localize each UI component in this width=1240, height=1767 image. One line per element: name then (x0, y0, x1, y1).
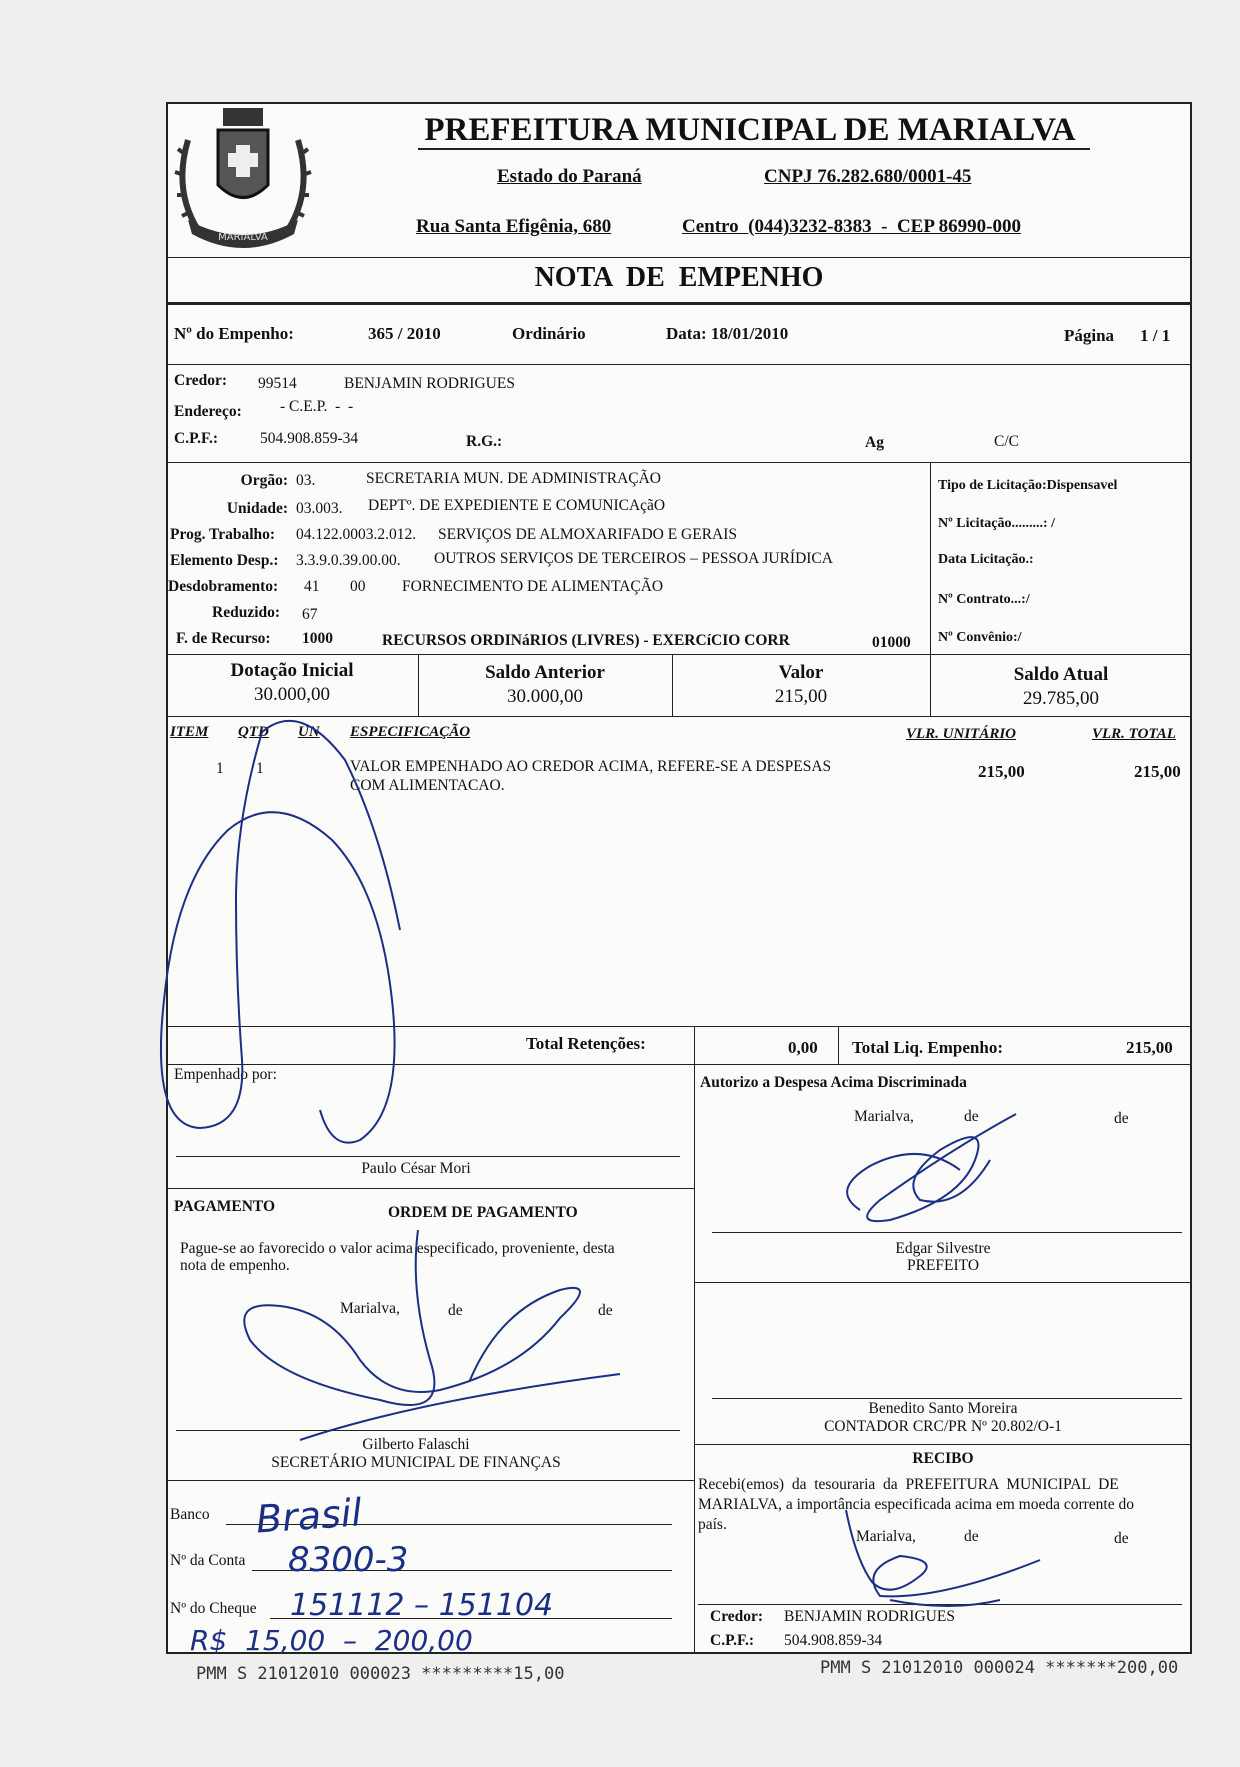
state-label: Estado do Paraná (497, 166, 642, 187)
empenho-number: 365 / 2010 (368, 324, 441, 343)
page-number: 1 / 1 (1140, 326, 1171, 345)
row-valor-unitario: 215,00 (978, 762, 1025, 781)
contact-label: Centro (044)3232-8383 - CEP 86990-000 (682, 216, 1021, 237)
numero-contrato: Nº Contrato...:/ (938, 592, 1030, 607)
svg-text:MARIALVA: MARIALVA (218, 232, 268, 243)
recibo-cpf-value: 504.908.859-34 (784, 1632, 883, 1649)
elem-code: 3.3.9.0.39.00.00. (296, 552, 401, 569)
unidade-label: Unidade: (226, 500, 288, 517)
recibo-text-line2: MARIALVA, a importância especificada acima em moeda corrente do (698, 1496, 1134, 1513)
total-retencoes-value: 0,00 (788, 1038, 818, 1057)
pagamento-de2: de (598, 1302, 613, 1319)
empenhado-por-name: Paulo César Mori (361, 1160, 471, 1177)
cc-label: C/C (994, 433, 1019, 450)
recibo-signature (846, 1510, 1040, 1606)
pagamento-place: Marialva, (340, 1300, 400, 1317)
autorizo-de2: de (1114, 1110, 1129, 1127)
secretario-name: Gilberto Falaschi (362, 1436, 470, 1453)
address-label: Rua Santa Efigênia, 680 (416, 216, 612, 237)
row-valor-total: 215,00 (1134, 762, 1181, 781)
saldo-anterior-value: 30.000,00 (507, 686, 583, 707)
handwritten-conta: 8300-3 (288, 1540, 409, 1580)
autorizo-label: Autorizo a Despesa Acima Discriminada (700, 1074, 967, 1091)
empenhado-por-label: Empenhado por: (174, 1066, 277, 1083)
total-retencoes-label: Total Retenções: (526, 1034, 646, 1053)
contador-role: CONTADOR CRC/PR Nº 20.802/O-1 (824, 1418, 1062, 1435)
row-item: 1 (216, 760, 224, 777)
desd-code1: 41 (304, 578, 320, 595)
autorizo-de1: de (964, 1108, 979, 1125)
prog-name: SERVIÇOS DE ALMOXARIFADO E GERAIS (438, 526, 738, 543)
data-licitacao: Data Licitação.: (938, 552, 1034, 567)
ordem-pagamento-label: ORDEM DE PAGAMENTO (388, 1204, 578, 1221)
prefeito-role: PREFEITO (906, 1257, 980, 1274)
payment-stamp-right: PMM S 21012010 000024 *******200,00 (820, 1658, 1179, 1678)
page-title: PREFEITURA MUNICIPAL DE MARIALVA (424, 112, 1076, 148)
autorizo-place: Marialva, (854, 1108, 914, 1125)
dotacao-value: 30.000,00 (254, 684, 330, 705)
recibo-cpf-label: C.P.F.: (710, 1632, 755, 1649)
saldo-atual-value: 29.785,00 (1023, 688, 1099, 709)
elem-name: OUTROS SERVIÇOS DE TERCEIROS – PESSOA JURÍDICA (434, 550, 833, 567)
banco-label: Banco (170, 1506, 210, 1523)
pagamento-label: PAGAMENTO (174, 1198, 276, 1215)
autorizo-signature (847, 1114, 1016, 1221)
handwritten-valores: R$ 15,00 – 200,00 (190, 1624, 473, 1657)
numero-convenio: Nº Convênio:/ (938, 630, 1022, 645)
secretario-role: SECRETÁRIO MUNICIPAL DE FINANÇAS (271, 1454, 561, 1471)
orgao-name: SECRETARIA MUN. DE ADMINISTRAÇÃO (366, 470, 661, 487)
empenhado-signature (161, 721, 400, 1143)
recibo-place: Marialva, (856, 1528, 916, 1545)
recurso-number: 01000 (872, 634, 911, 651)
endereco-label: Endereço: (174, 403, 242, 420)
pagamento-de1: de (448, 1302, 463, 1319)
saldo-anterior-label: Saldo Anterior (485, 662, 605, 683)
pagamento-signature (244, 1230, 620, 1440)
endereco-value: - C.E.P. - - (280, 398, 354, 415)
valor-label: Valor (778, 662, 824, 683)
recibo-text-line3: país. (698, 1516, 727, 1533)
recibo-de1: de (964, 1528, 979, 1545)
col-header-qtd: QTD (238, 724, 269, 740)
empenho-date: Data: 18/01/2010 (666, 324, 789, 343)
recibo-credor-label: Credor: (710, 1608, 764, 1625)
col-header-un: UN (298, 724, 320, 740)
col-header-item: ITEM (170, 724, 209, 740)
empenho-type: Ordinário (512, 324, 586, 343)
numero-licitacao: Nº Licitação.........: / (938, 516, 1055, 531)
prog-label: Prog. Trabalho: (170, 526, 276, 543)
tipo-licitacao: Tipo de Licitação:Dispensavel (938, 478, 1118, 493)
col-header-valor-total: VLR. TOTAL (1092, 726, 1176, 742)
desd-label: Desdobramento: (168, 578, 279, 595)
saldo-atual-label: Saldo Atual (1013, 664, 1109, 685)
desd-name: FORNECIMENTO DE ALIMENTAÇÃO (402, 578, 664, 595)
orgao-code: 03. (296, 472, 316, 489)
contador-name: Benedito Santo Moreira (868, 1400, 1018, 1417)
recurso-name: RECURSOS ORDINáRIOS (LIVRES) - EXERCíCIO CORR (382, 632, 790, 649)
pagamento-text-line1: Pague-se ao favorecido o valor acima especificado, proveniente, desta (180, 1240, 615, 1257)
credor-label: Credor: (174, 372, 228, 389)
cheque-label: Nº do Cheque (170, 1600, 257, 1617)
prefeito-name: Edgar Silvestre (895, 1240, 991, 1257)
empenho-label: Nº do Empenho: (174, 324, 294, 343)
recibo-de2: de (1114, 1530, 1129, 1547)
cnpj-label: CNPJ 76.282.680/0001-45 (764, 166, 972, 187)
row-description-line1: VALOR EMPENHADO AO CREDOR ACIMA, REFERE-SE A DESPESAS (350, 758, 832, 775)
elem-label: Elemento Desp.: (170, 552, 279, 569)
cpf-label: C.P.F.: (174, 430, 219, 447)
page-label: Página (1064, 326, 1115, 345)
recibo-credor-name: BENJAMIN RODRIGUES (784, 1608, 955, 1625)
payment-stamp-left: PMM S 21012010 000023 *********15,00 (196, 1664, 565, 1684)
conta-label: Nº da Conta (170, 1552, 246, 1569)
recurso-code: 1000 (302, 630, 333, 647)
dotacao-label: Dotação Inicial (230, 660, 354, 681)
reduzido-value: 67 (302, 606, 318, 623)
credor-code: 99514 (258, 375, 297, 392)
recibo-label: RECIBO (912, 1450, 974, 1467)
handwritten-cheque: 151112 – 151104 (290, 1588, 554, 1623)
pagamento-text-line2: nota de empenho. (180, 1257, 290, 1274)
ag-label: Ag (865, 434, 884, 451)
recurso-label: F. de Recurso: (176, 630, 271, 647)
unidade-name: DEPTº. DE EXPEDIENTE E COMUNICAçãO (368, 497, 666, 514)
reduzido-label: Reduzido: (212, 604, 281, 621)
orgao-label: Orgão: (240, 472, 288, 489)
total-liquido-value: 215,00 (1126, 1038, 1173, 1057)
total-liquido-label: Total Liq. Empenho: (852, 1038, 1003, 1057)
row-qtd: 1 (256, 760, 264, 777)
col-header-valor-unitario: VLR. UNITÁRIO (906, 726, 1017, 742)
unidade-code: 03.003. (296, 500, 343, 517)
credor-name: BENJAMIN RODRIGUES (344, 375, 515, 392)
prog-code: 04.122.0003.2.012. (296, 526, 417, 543)
desd-code2: 00 (350, 578, 366, 595)
handwritten-banco: Brasil (254, 1490, 364, 1542)
rg-label: R.G.: (466, 433, 503, 450)
cpf-value: 504.908.859-34 (260, 430, 359, 447)
recibo-text-line1: Recebi(emos) da tesouraria da PREFEITURA MUNICIPAL DE (698, 1476, 1119, 1493)
row-description-line2: COM ALIMENTACAO. (350, 777, 505, 794)
doc-title: NOTA DE EMPENHO (534, 262, 824, 293)
col-header-especificacao: ESPECIFICAÇÃO (350, 724, 471, 740)
valor-value: 215,00 (774, 686, 828, 707)
